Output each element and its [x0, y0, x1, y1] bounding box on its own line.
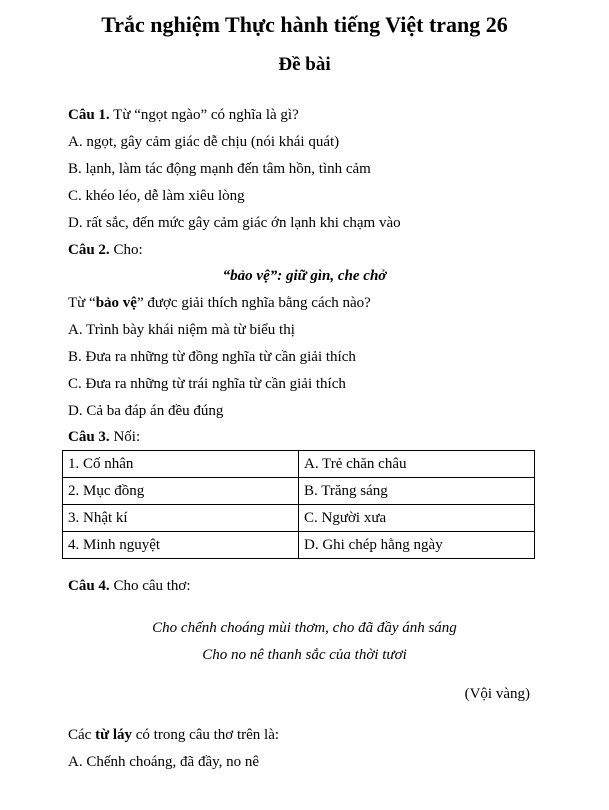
page-subtitle: Đề bài [278, 54, 331, 75]
q1-option-c: C. khéo léo, dễ làm xiêu lòng [68, 188, 245, 204]
q2-prompt [68, 293, 371, 313]
q2-option-a: A. Trình bày khái niệm mà từ biểu thị [68, 322, 295, 338]
question-text: Cho câu thơ: [109, 578, 191, 594]
table-row [63, 451, 535, 478]
table-row [63, 505, 535, 532]
question-text: Nối: [109, 429, 141, 445]
page-title: Trắc nghiệm Thực hành tiếng Việt trang 26 [101, 12, 508, 37]
question-label: Câu 3. [68, 429, 110, 445]
table-cell-right: C. Người xưa [299, 505, 535, 532]
table-cell-right: D. Ghi chép hằng ngày [299, 532, 535, 559]
question-3 [68, 427, 140, 447]
question-label: Câu 1. [68, 107, 110, 123]
q4-prompt-pre: Các [68, 727, 96, 743]
table-cell-left: 4. Minh nguyệt [63, 532, 299, 559]
q2-option-d: D. Cả ba đáp án đều đúng [68, 403, 224, 419]
q4-prompt-term: từ láy [95, 727, 132, 743]
q2-prompt-post: ” được giải thích nghĩa bằng cách nào? [136, 295, 371, 311]
table-cell-right: B. Trăng sáng [299, 478, 535, 505]
q2-option-b: B. Đưa ra những từ đồng nghĩa từ cần giải thích [68, 349, 356, 365]
table-cell-right: A. Trẻ chăn châu [299, 451, 535, 478]
question-1 [68, 105, 299, 125]
question-text: Từ “ngọt ngào” có nghĩa là gì? [109, 107, 299, 123]
q1-option-d: D. rất sắc, đến mức gây cảm giác ớn lạnh khi chạm vào [68, 215, 401, 231]
question-label: Câu 4. [68, 578, 110, 594]
question-2 [68, 240, 143, 260]
table-cell-left: 3. Nhật kí [63, 505, 299, 532]
table-cell-left: 2. Mục đồng [63, 478, 299, 505]
q2-prompt-term: bảo vệ [95, 295, 137, 311]
q1-option-a: A. ngọt, gây cảm giác dễ chịu (nói khái quát) [68, 134, 340, 150]
q2-quote: “bảo vệ”: giữ gìn, che chở [222, 268, 387, 284]
q2-prompt-pre: Từ “ [68, 295, 96, 311]
q1-option-b: B. lạnh, làm tác động mạnh đến tâm hồn, tình cảm [68, 161, 371, 177]
poem-line-2: Cho no nê thanh sắc của thời tươi [202, 647, 407, 663]
poem-line-1: Cho chếnh choáng mùi thơm, cho đã đầy ánh sáng [152, 620, 457, 636]
q4-option-a: A. Chếnh choáng, đã đầy, no nê [68, 754, 260, 770]
table-row [63, 532, 535, 559]
q4-prompt [68, 725, 279, 745]
matching-table [62, 450, 535, 559]
question-4 [68, 576, 191, 596]
question-text: Cho: [109, 242, 143, 258]
poem-source: (Vội vàng) [464, 686, 530, 702]
table-cell-left: 1. Cố nhân [63, 451, 299, 478]
table-row [63, 478, 535, 505]
q4-prompt-post: có trong câu thơ trên là: [132, 727, 280, 743]
q2-option-c: C. Đưa ra những từ trái nghĩa từ cần giải thích [68, 376, 346, 392]
question-label: Câu 2. [68, 242, 110, 258]
